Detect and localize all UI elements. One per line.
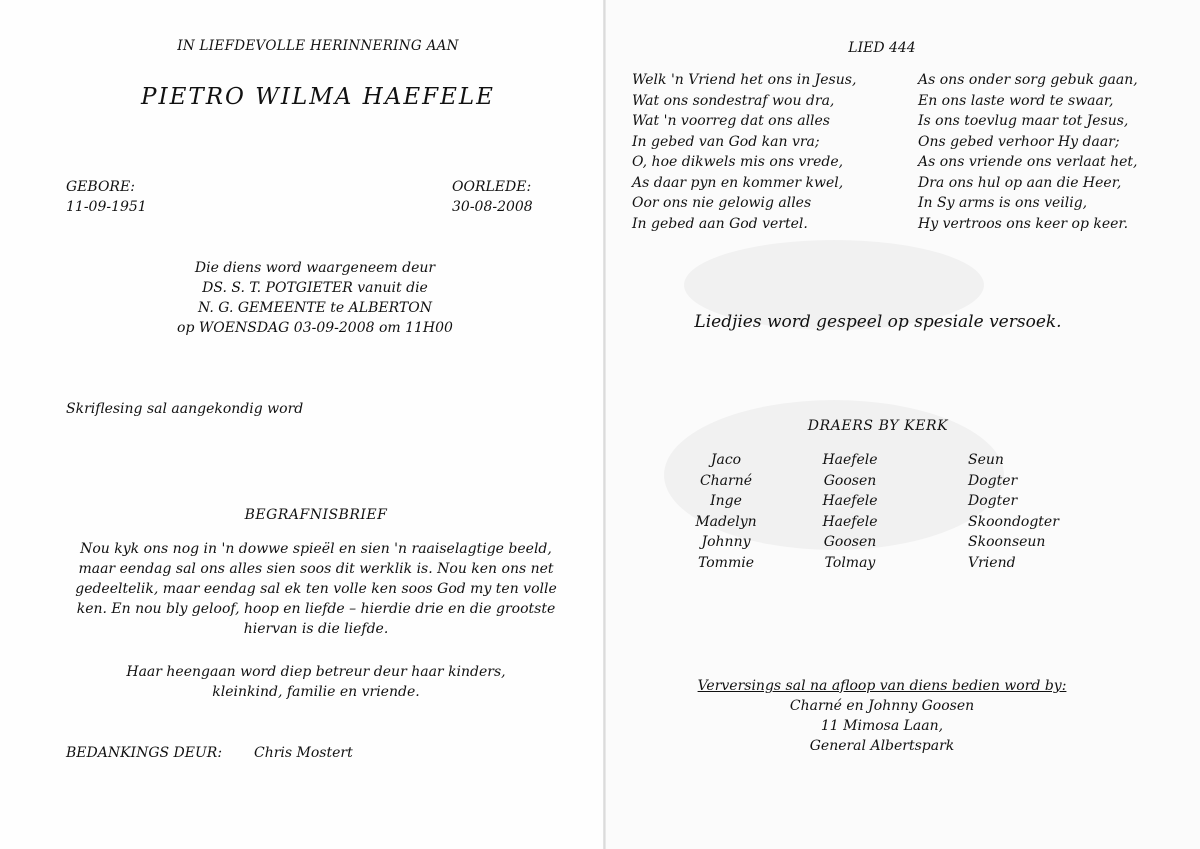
service-details	[177, 258, 453, 338]
bearer-surname: Haefele	[822, 452, 878, 468]
verse-line: gedeeltelik, maar eendag sal ek ten volle ken soos God my ten volle	[75, 581, 557, 597]
bearer-surname: Haefele	[822, 513, 878, 530]
hymn-line: Welk 'n Vriend het ons in Jesus,	[632, 72, 857, 88]
hymn-line: O, hoe dikwels mis ons vrede,	[632, 154, 844, 170]
bearers-title: DRAERS BY KERK	[807, 418, 949, 434]
service-line: op WOENSDAG 03-09-2008 om 11H00	[177, 320, 453, 336]
bearer-first-name: Madelyn	[695, 513, 757, 530]
thanks-label: BEDANKINGS DEUR:	[66, 745, 223, 761]
service-line: Die diens word waargeneem deur	[194, 260, 436, 276]
service-line: N. G. GEMEENTE te ALBERTON	[198, 300, 432, 316]
bearers-first-names	[695, 450, 756, 573]
hymn-line: Dra ons hul op aan die Heer,	[918, 174, 1122, 191]
hymn-line: Oor ons nie gelowig alles	[632, 195, 812, 211]
hymn-line: As ons onder sorg gebuk gaan,	[918, 72, 1138, 88]
bearer-surname: Tolmay	[824, 554, 876, 571]
deceased-name: PIETRO WILMA HAEFELE	[141, 84, 495, 110]
verse-line: maar eendag sal ons alles sien soos dit werklik is. Nou ken ons net	[78, 561, 554, 577]
bearers-relations	[968, 450, 1059, 573]
burial-letter-title: BEGRAFNISBRIEF	[244, 507, 388, 523]
memorial-heading: IN LIEFDEVOLLE HERINNERING AAN	[177, 38, 459, 54]
address-line: Charné en Johnny Goosen	[789, 698, 975, 714]
hymn-line: Wat 'n voorreg dat ons alles	[632, 113, 830, 129]
hymn-line: In gebed aan God vertel.	[632, 215, 808, 232]
address-line: 11 Mimosa Laan,	[820, 718, 944, 734]
scripture-note: Skriflesing sal aangekondig word	[66, 401, 304, 417]
bearer-relation: Skoondogter	[968, 513, 1059, 530]
bearer-surname: Goosen	[823, 534, 877, 550]
bearers-surnames	[822, 450, 877, 573]
bearer-relation: Dogter	[968, 472, 1018, 489]
died-date: 30-08-2008	[452, 199, 533, 215]
born-label: GEBORE:	[66, 179, 135, 195]
hymn-line: Wat ons sondestraf wou dra,	[632, 92, 835, 109]
page-fold	[603, 0, 606, 849]
hymn-verse-1	[632, 70, 856, 234]
hymn-line: As daar pyn en kommer kwel,	[632, 174, 844, 191]
hymn-title: LIED 444	[848, 40, 916, 56]
thanks-name: Chris Mostert	[254, 745, 353, 761]
verse-line: Nou kyk ons nog in 'n dowwe spieël en sien 'n raaiselagtige beeld,	[80, 541, 552, 557]
refreshments-address	[790, 696, 974, 756]
mourned-line: kleinkind, familie en vriende.	[212, 684, 420, 700]
verse-line: hiervan is die liefde.	[243, 621, 389, 637]
hymn-line: In gebed van God kan vra;	[632, 133, 820, 150]
hymn-line: As ons vriende ons verlaat het,	[918, 154, 1138, 170]
bearer-first-name: Charné	[699, 472, 753, 489]
bearer-first-name: Tommie	[698, 554, 754, 571]
hymn-line: In Sy arms is ons veilig,	[918, 195, 1088, 211]
hymn-verse-2	[918, 70, 1138, 234]
songs-note: Liedjies word gespeel op spesiale versoek.	[694, 312, 1062, 332]
mourned-line: Haar heengaan word diep betreur deur haar kinders,	[126, 664, 506, 680]
verse-line: ken. En nou bly geloof, hoop en liefde – hierdie drie en die grootste	[76, 601, 556, 617]
died-label: OORLEDE:	[452, 179, 532, 195]
bearer-relation: Dogter	[968, 493, 1018, 509]
service-line: DS. S. T. POTGIETER vanuit die	[202, 280, 428, 296]
refreshments-title: Verversings sal na afloop van diens bedien word by:	[697, 678, 1067, 694]
bearer-surname: Goosen	[823, 472, 877, 489]
hymn-line: Hy vertroos ons keer op keer.	[918, 215, 1129, 232]
hymn-line: Is ons toevlug maar tot Jesus,	[918, 113, 1129, 129]
born-date: 11-09-1951	[66, 199, 147, 215]
bearer-first-name: Jaco	[710, 452, 742, 468]
bearer-surname: Haefele	[822, 493, 878, 509]
bearer-relation: Skoonseun	[968, 534, 1046, 550]
hymn-line: Ons gebed verhoor Hy daar;	[918, 133, 1120, 150]
burial-verse	[75, 539, 557, 639]
bearer-first-name: Inge	[710, 493, 742, 509]
hymn-line: En ons laste word te swaar,	[918, 92, 1114, 109]
bearer-first-name: Johnny	[701, 534, 751, 550]
bearer-relation: Seun	[968, 452, 1004, 468]
right-page	[604, 0, 1200, 849]
address-line: General Albertspark	[809, 738, 955, 754]
mourned-by	[126, 662, 505, 702]
bearer-relation: Vriend	[968, 554, 1016, 571]
